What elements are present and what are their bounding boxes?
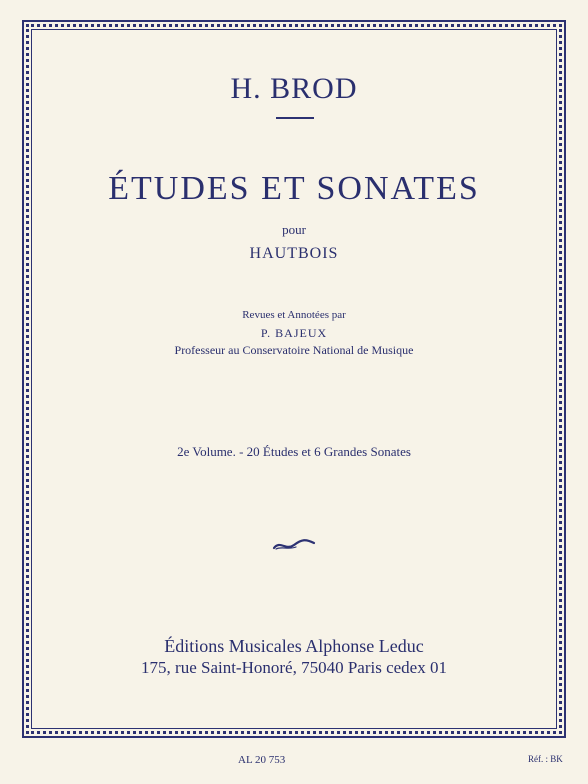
flourish-ornament-icon (272, 537, 316, 553)
pour-label: pour (282, 222, 306, 237)
catalog-number: AL 20 753 (238, 754, 286, 766)
publisher-name: Éditions Musicales Alphonse Leduc (164, 636, 424, 656)
reference-code: Réf. : BK (528, 754, 563, 764)
composer-name: H. BROD (230, 72, 358, 105)
instrument-name: HAUTBOIS (249, 245, 339, 262)
revision-credit-label: Revues et Annotées par (242, 309, 346, 321)
volume-description: 2e Volume. - 20 Études et 6 Grandes Sonates (177, 444, 411, 459)
editor-title: Professeur au Conservatoire National de Musique (174, 343, 414, 357)
editor-name: P. BAJEUX (260, 326, 328, 340)
border-frame-inner (31, 29, 557, 729)
publisher-address: 175, rue Saint-Honoré, 75040 Paris cedex 01 (141, 658, 447, 677)
work-title: ÉTUDES ET SONATES (108, 170, 480, 207)
title-rule (276, 117, 314, 119)
